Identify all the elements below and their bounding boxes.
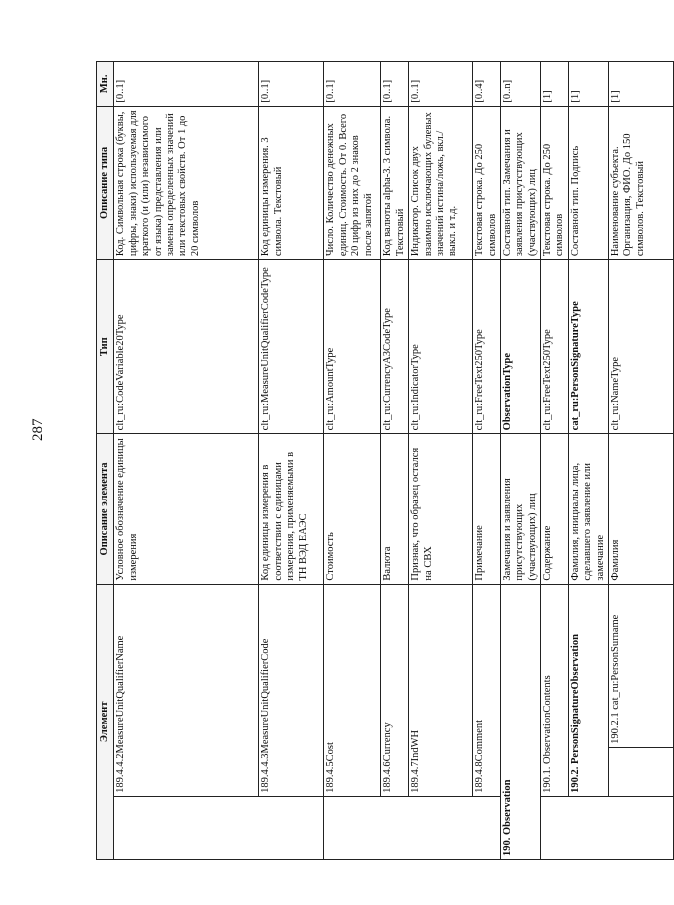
element-description: Валюта: [381, 434, 409, 584]
multiplicity: [1]: [608, 62, 673, 107]
multiplicity: [0..n]: [500, 62, 540, 107]
table-row: 189.4.6Currency Валюта clt_ru:CurrencyA3CodeType Код валюты alpha-3. 3 символа. Текстовый [0..1]: [381, 62, 409, 860]
type-description: Текстовая строка. До 250 символов: [541, 106, 569, 260]
element-type: clt_ru:AmountType: [324, 260, 381, 434]
table-row: 189.4.4.3MeasureUnitQualifierCode Код единицы измерения в соответствии с единицами измерения, применяемыми в ТН ВЭД ЕАЭС clt_ru:MeasureUnitQualifierCodeType Код единицы измерения. 3 символа. Текстовый [0..1]: [259, 62, 324, 860]
element-description: Примечание: [473, 434, 501, 584]
multiplicity: [0..1]: [381, 62, 409, 107]
element-type: clt_ru:CurrencyA3CodeType: [381, 260, 409, 434]
multiplicity: [0..1]: [409, 62, 473, 107]
element-name: Currency: [382, 722, 394, 762]
type-description: Текстовая строка. До 250 символов: [473, 106, 501, 260]
type-description: Составной тип. Замечания и заявления присутствующих (участвующих) лиц: [500, 106, 540, 260]
element-name: Cost: [325, 742, 337, 762]
table-row: 189.4.7IndWH Признак, что образец остался на СВХ clt_ru:IndicatorType Индикатор. Список двух взаимно исключающих булевых значений истина/ложь, вкл./выкл. и т.д. [0..1]: [409, 62, 473, 860]
header-type: Тип: [97, 260, 114, 434]
element-description: Фамилия: [608, 434, 673, 584]
element-description: Стоимость: [324, 434, 381, 584]
element-description: Замечания и заявления присутствующих (участвующих) лиц: [500, 434, 540, 584]
element-name: ObservationContents: [542, 675, 553, 764]
table-row: 190.2. PersonSignatureObservation Фамилия, инициалы лица, сделавшего заявление или замечание cat_ru:PersonSignatureType Составной тип. Подпись [1]: [568, 62, 608, 860]
element-description: Фамилия, инициалы лица, сделавшего заявление или замечание: [568, 434, 608, 584]
element-description: Код единицы измерения в соответствии с единицами измерения, применяемыми в ТН ВЭД ЕАЭС: [259, 434, 324, 584]
type-description: Наименование субъекта. Организация, ФИО. До 150 символов. Текстовый: [608, 106, 673, 260]
header-type-description: Описание типа: [97, 106, 114, 260]
type-description: Код. Символьная строка (буквы, цифры, знаки) используемая для краткого (и (или) независимого от языка) представления или замены определенных значений или текстовых свойств. От 1 до 20 символов: [114, 106, 259, 260]
table-row: 190.2.1 cat_ru:PersonSurname Фамилия clt_ru:NameType Наименование субъекта. Организация, ФИО. До 150 символов. Текстовый [1]: [608, 62, 673, 860]
element-type: clt_ru:FreeText250Type: [541, 260, 569, 434]
header-description: Описание элемента: [97, 434, 114, 584]
type-description: Составной тип. Подпись: [568, 106, 608, 260]
multiplicity: [0..1]: [324, 62, 381, 107]
type-description: Код единицы измерения. 3 символа. Текстовый: [259, 106, 324, 260]
element-description: Признак, что образец остался на СВХ: [409, 434, 473, 584]
element-name: MeasureUnitQualifierCode: [260, 638, 272, 754]
element-type: clt_ru:FreeText250Type: [473, 260, 501, 434]
element-type: cat_ru:PersonSignatureType: [568, 260, 608, 434]
multiplicity: [0..1]: [114, 62, 259, 107]
element-name: PersonSignatureObservation: [569, 634, 581, 764]
element-type: clt_ru:CodeVariable20Type: [114, 260, 259, 434]
element-name: MeasureUnitQualifierName: [115, 635, 127, 754]
multiplicity: [1]: [541, 62, 569, 107]
multiplicity: [0..4]: [473, 62, 501, 107]
element-name: Observation: [501, 779, 513, 835]
element-description: Условное обозначение единицы измерения: [114, 434, 259, 584]
table-row: 190. Observation Замечания и заявления присутствующих (участвующих) лиц ObservationType Составной тип. Замечания и заявления присутствующих (участвующих) лиц [0..n]: [500, 62, 540, 860]
table-row: 189.4.8Comment Примечание clt_ru:FreeText250Type Текстовая строка. До 250 символов [0..4]: [473, 62, 501, 860]
header-element: Элемент: [97, 584, 114, 859]
specification-table: [96, 61, 674, 860]
header-multiplicity: Мн.: [97, 62, 114, 107]
type-description: Число. Количество денежных единиц. Стоимость. От 0. Всего 20 цифр из них до 2 знаков после запятой: [324, 106, 381, 260]
multiplicity: [1]: [568, 62, 608, 107]
element-type: ObservationType: [500, 260, 540, 434]
type-description: Код валюты alpha-3. 3 символа. Текстовый: [381, 106, 409, 260]
element-type: clt_ru:NameType: [608, 260, 673, 434]
type-description: Индикатор. Список двух взаимно исключающих булевых значений истина/ложь, вкл./выкл. и т.д.: [409, 106, 473, 260]
element-description: Содержание: [541, 434, 569, 584]
table-row: 190.1. ObservationContents Содержание clt_ru:FreeText250Type Текстовая строка. До 250 символов [1]: [541, 62, 569, 860]
element-name: Comment: [474, 719, 486, 762]
multiplicity: [0..1]: [259, 62, 324, 107]
table-row: 189.4.5Cost Стоимость clt_ru:AmountType Число. Количество денежных единиц. Стоимость. От 0. Всего 20 цифр из них до 2 знаков после запятой [0..1]: [324, 62, 381, 860]
table-row: 189.4.4.2MeasureUnitQualifierName Условное обозначение единицы измерения clt_ru:CodeVariable20Type Код. Символьная строка (буквы, цифры, знаки) используемая для краткого (и (или) независимого от языка) представления или замены определенных значений или текстовых свойств. От 1 до 20 символов [0..1]: [114, 62, 259, 860]
page-number: 287: [30, 418, 46, 441]
element-name: cat_ru:PersonSurname: [609, 614, 621, 710]
element-type: clt_ru:IndicatorType: [409, 260, 473, 434]
table-header-row: [97, 62, 114, 860]
element-name: IndWH: [410, 729, 422, 762]
element-type: clt_ru:MeasureUnitQualifierCodeType: [259, 260, 324, 434]
